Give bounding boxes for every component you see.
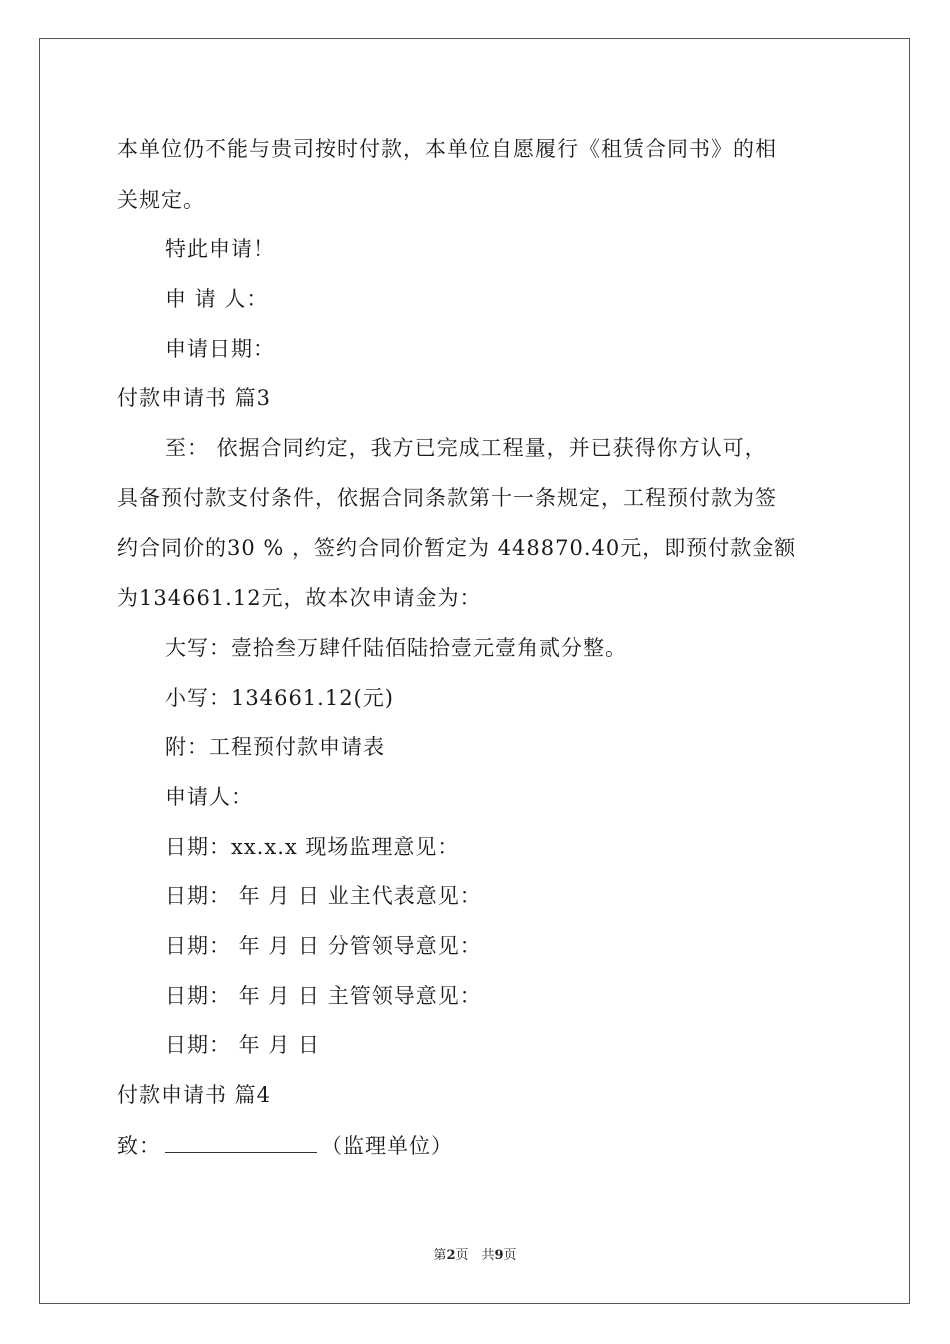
date-opinion-line: 日期： 年 月 日 业主代表意见： [165,884,482,908]
to-line [117,1130,837,1161]
date-opinion-line: 日期： 年 月 日 主管领导意见： [165,984,482,1008]
paragraph-line: 为134661.12元，故本次申请金为： [117,586,482,610]
application-date-label: 申请日期： [165,337,275,361]
blank-field [165,1130,317,1153]
page-frame [39,38,910,1304]
date-line: 日期： 年 月 日 [165,1033,321,1057]
attachment-line: 附：工程预付款申请表 [165,735,385,759]
statement-line: 特此申请！ [165,237,275,261]
footer-page-prefix: 第 [433,1248,447,1263]
paragraph-line: 关规定。 [117,188,205,212]
date-opinion-line: 日期： 年 月 日 分管领导意见： [165,934,482,958]
paragraph-line: 具备预付款支付条件，依据合同条款第十一条规定，工程预付款为签 [117,486,777,510]
footer-page-suffix: 页 [503,1248,517,1263]
paragraph-line: 约合同价的30 % ，签约合同价暂定为 448870.40元，即预付款金额 [117,536,797,560]
paragraph-line: 本单位仍不能与贵司按时付款，本单位自愿履行《租赁合同书》的相 [117,137,777,161]
footer-page-number: 2 [446,1248,456,1263]
to-suffix: （监理单位） [321,1134,453,1158]
page-footer [0,1246,950,1266]
amount-numeric-line: 小写：134661.12(元) [165,686,394,710]
amount-capital-line: 大写：壹拾叁万肆仟陆佰陆拾壹元壹角贰分整。 [165,636,627,660]
footer-total-pages: 9 [494,1248,504,1263]
to-prefix: 致： [117,1134,161,1158]
date-opinion-line: 日期：xx.x.x 现场监理意见： [165,835,460,859]
section-heading-4: 付款申请书 篇4 [117,1083,272,1107]
applicant-label: 申 请 人： [165,287,269,311]
paragraph-line: 至： 依据合同约定，我方已完成工程量，并已获得你方认可， [165,436,767,460]
footer-page-mid: 页 共 [455,1248,495,1263]
applicant-line: 申请人： [165,785,253,809]
section-heading-3: 付款申请书 篇3 [117,386,272,410]
